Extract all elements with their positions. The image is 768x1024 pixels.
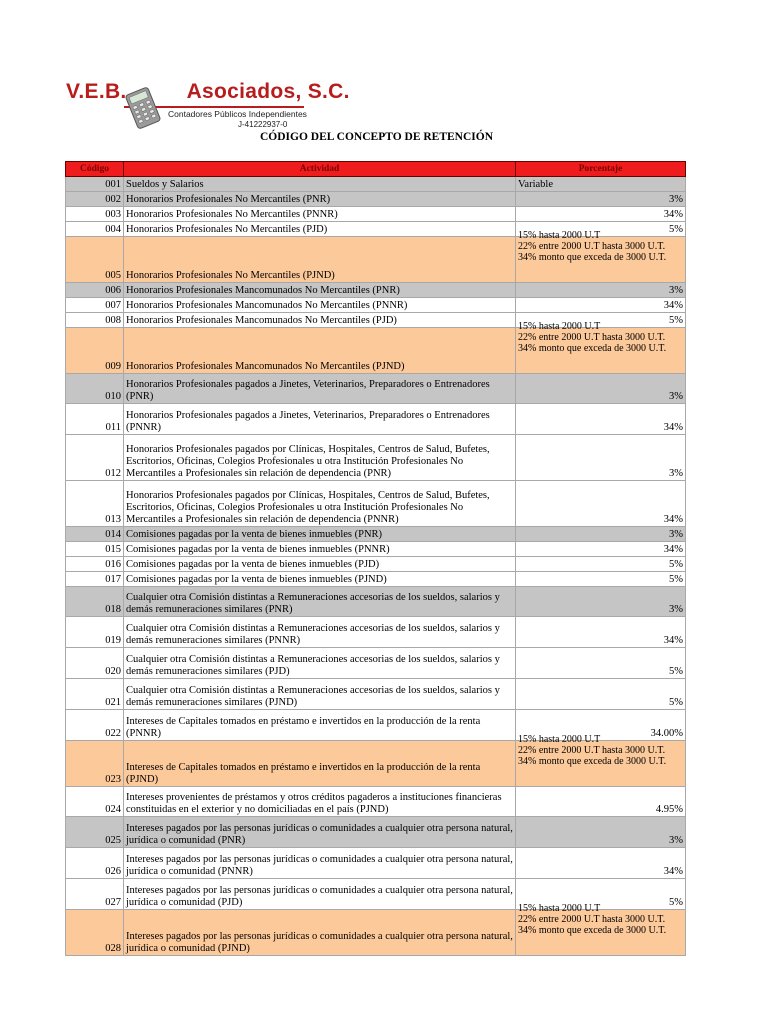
row-percent bbox=[516, 903, 686, 956]
row-activity: Honorarios Profesionales No Mercantiles (PNR) bbox=[124, 192, 516, 207]
row-percent: 3% bbox=[516, 435, 686, 481]
table-row bbox=[66, 283, 686, 298]
row-activity: Cualquier otra Comisión distintas a Remuneraciones accesorias de los sueldos, salarios y demás remuneraciones similares (PNR) bbox=[124, 587, 516, 617]
row-activity: Comisiones pagadas por la venta de bienes inmuebles (PJD) bbox=[124, 557, 516, 572]
row-code: 009 bbox=[66, 328, 124, 374]
row-code: 007 bbox=[66, 298, 124, 313]
table-row bbox=[66, 481, 686, 527]
row-activity: Intereses pagados por las personas jurídicas o comunidades a cualquier otra persona natural, jurídica o comunidad (PNNR) bbox=[124, 848, 516, 879]
row-code: 013 bbox=[66, 481, 124, 527]
table-row bbox=[66, 542, 686, 557]
row-percent: 34% bbox=[516, 207, 686, 222]
percent-note-clipped-text: 15% hasta 2000 U.T bbox=[518, 321, 601, 332]
table-row bbox=[66, 404, 686, 435]
row-activity: Honorarios Profesionales Mancomunados No Mercantiles (PJD) bbox=[124, 313, 516, 328]
row-percent bbox=[516, 734, 686, 787]
percent-note-text: 22% entre 2000 U.T hasta 3000 U.T. 34% monto que exceda de 3000 U.T. bbox=[518, 745, 667, 767]
document-title: CÓDIGO DEL CONCEPTO DE RETENCIÓN bbox=[260, 131, 494, 143]
table-row bbox=[66, 177, 686, 192]
retention-codes-table bbox=[65, 161, 686, 956]
row-activity: Honorarios Profesionales No Mercantiles (PJND) bbox=[124, 237, 516, 283]
company-name-part2: Asociados, S.C. bbox=[186, 80, 350, 103]
row-code: 008 bbox=[66, 313, 124, 328]
row-activity: Intereses pagados por las personas jurídicas o comunidades a cualquier otra persona natural, jurídica o comunidad (PJND) bbox=[124, 910, 516, 956]
percent-note-clipped-text: 15% hasta 2000 U.T bbox=[518, 734, 601, 745]
row-activity: Comisiones pagadas por la venta de bienes inmuebles (PJND) bbox=[124, 572, 516, 587]
company-header bbox=[66, 80, 350, 130]
percent-note-clipped-line bbox=[518, 321, 683, 332]
row-activity: Intereses de Capitales tomados en préstamo e invertidos en la producción de la renta (PJND) bbox=[124, 741, 516, 787]
row-code: 011 bbox=[66, 404, 124, 435]
row-percent: 34% bbox=[516, 617, 686, 648]
percent-note-clipped-text: 15% hasta 2000 U.T bbox=[518, 903, 601, 914]
row-code: 016 bbox=[66, 557, 124, 572]
row-code: 014 bbox=[66, 527, 124, 542]
row-percent: 3% bbox=[516, 817, 686, 848]
row-code: 024 bbox=[66, 787, 124, 817]
row-activity: Honorarios Profesionales pagados a Jinetes, Veterinarios, Preparadores o Entrenadores (PNNR) bbox=[124, 404, 516, 435]
percent-note-clipped-line bbox=[518, 734, 683, 745]
table-row bbox=[66, 557, 686, 572]
table-row bbox=[66, 910, 686, 956]
percent-note-clipped-line bbox=[518, 903, 683, 914]
row-percent: 34.00% bbox=[516, 710, 686, 741]
row-activity: Cualquier otra Comisión distintas a Remuneraciones accesorias de los sueldos, salarios y demás remuneraciones similares (PNNR) bbox=[124, 617, 516, 648]
row-activity: Honorarios Profesionales No Mercantiles (PNNR) bbox=[124, 207, 516, 222]
row-code: 017 bbox=[66, 572, 124, 587]
row-percent: 5% bbox=[516, 648, 686, 679]
row-code: 022 bbox=[66, 710, 124, 741]
row-code: 020 bbox=[66, 648, 124, 679]
row-percent: 5% bbox=[516, 679, 686, 710]
row-code: 027 bbox=[66, 879, 124, 910]
table-row bbox=[66, 237, 686, 283]
percent-note-clipped-text: 15% hasta 2000 U.T bbox=[518, 230, 601, 241]
row-activity: Intereses provenientes de préstamos y otros créditos pagaderos a instituciones financieras constituidas en el exterior y no domiciliadas en el país (PJND) bbox=[124, 787, 516, 817]
table-row bbox=[66, 817, 686, 848]
calculator-icon bbox=[122, 86, 164, 130]
row-code: 028 bbox=[66, 910, 124, 956]
table-row bbox=[66, 328, 686, 374]
row-code: 021 bbox=[66, 679, 124, 710]
table-row bbox=[66, 374, 686, 404]
row-percent: 5% bbox=[516, 222, 686, 237]
row-percent bbox=[516, 230, 686, 283]
row-percent: 34% bbox=[516, 404, 686, 435]
row-code: 019 bbox=[66, 617, 124, 648]
column-header-activity: Actividad bbox=[124, 162, 516, 177]
row-code: 012 bbox=[66, 435, 124, 481]
table-row bbox=[66, 192, 686, 207]
row-code: 006 bbox=[66, 283, 124, 298]
row-activity: Honorarios Profesionales Mancomunados No Mercantiles (PNR) bbox=[124, 283, 516, 298]
table-row bbox=[66, 787, 686, 817]
column-header-code: Código bbox=[66, 162, 124, 177]
row-percent: 3% bbox=[516, 587, 686, 617]
row-activity: Intereses pagados por las personas jurídicas o comunidades a cualquier otra persona natural, jurídica o comunidad (PNR) bbox=[124, 817, 516, 848]
table-header-row bbox=[66, 162, 686, 177]
row-code: 005 bbox=[66, 237, 124, 283]
row-code: 003 bbox=[66, 207, 124, 222]
table-row bbox=[66, 741, 686, 787]
company-name bbox=[66, 80, 350, 104]
company-name-part1: V.E.B. bbox=[66, 80, 127, 103]
row-code: 001 bbox=[66, 177, 124, 192]
table-row bbox=[66, 648, 686, 679]
row-activity: Cualquier otra Comisión distintas a Remuneraciones accesorias de los sueldos, salarios y demás remuneraciones similares (PJND) bbox=[124, 679, 516, 710]
row-code: 015 bbox=[66, 542, 124, 557]
row-activity: Intereses pagados por las personas jurídicas o comunidades a cualquier otra persona natural, jurídica o comunidad (PJD) bbox=[124, 879, 516, 910]
row-percent: 5% bbox=[516, 313, 686, 328]
row-activity: Honorarios Profesionales pagados por Clínicas, Hospitales, Centros de Salud, Bufetes, Escritorios, Oficinas, Colegios Profesionales u otra Institución Profesionales No Mercantiles a Profesionales sin relación de dependencia (PNNR) bbox=[124, 481, 516, 527]
row-percent bbox=[516, 321, 686, 374]
row-percent: 5% bbox=[516, 557, 686, 572]
row-code: 023 bbox=[66, 741, 124, 787]
row-activity: Comisiones pagadas por la venta de bienes inmuebles (PNR) bbox=[124, 527, 516, 542]
row-percent: 3% bbox=[516, 192, 686, 207]
table-row bbox=[66, 679, 686, 710]
row-code: 018 bbox=[66, 587, 124, 617]
row-percent: 34% bbox=[516, 542, 686, 557]
row-activity: Intereses de Capitales tomados en préstamo e invertidos en la producción de la renta (PNNR) bbox=[124, 710, 516, 741]
row-code: 010 bbox=[66, 374, 124, 404]
company-rif: J-41222937-0 bbox=[238, 120, 288, 129]
percent-note-text: 22% entre 2000 U.T hasta 3000 U.T. 34% monto que exceda de 3000 U.T. bbox=[518, 914, 667, 936]
table-row bbox=[66, 435, 686, 481]
row-percent: 4.95% bbox=[516, 787, 686, 817]
row-activity: Honorarios Profesionales Mancomunados No Mercantiles (PJND) bbox=[124, 328, 516, 374]
table-row bbox=[66, 527, 686, 542]
table-body bbox=[66, 177, 686, 956]
row-activity: Honorarios Profesionales No Mercantiles (PJD) bbox=[124, 222, 516, 237]
row-code: 002 bbox=[66, 192, 124, 207]
percent-note-text: 22% entre 2000 U.T hasta 3000 U.T. 34% monto que exceda de 3000 U.T. bbox=[518, 332, 667, 354]
table-row bbox=[66, 298, 686, 313]
row-activity: Honorarios Profesionales Mancomunados No Mercantiles (PNNR) bbox=[124, 298, 516, 313]
table-row bbox=[66, 587, 686, 617]
row-activity: Comisiones pagadas por la venta de bienes inmuebles (PNNR) bbox=[124, 542, 516, 557]
row-percent: 34% bbox=[516, 298, 686, 313]
row-activity: Honorarios Profesionales pagados por Clínicas, Hospitales, Centros de Salud, Bufetes, Escritorios, Oficinas, Colegios Profesionales u otra Institución Profesionales No Mercantiles a Profesionales sin relación de dependencia (PNR) bbox=[124, 435, 516, 481]
row-percent: 34% bbox=[516, 848, 686, 879]
table-row bbox=[66, 207, 686, 222]
table-row bbox=[66, 848, 686, 879]
row-code: 025 bbox=[66, 817, 124, 848]
company-tagline: Contadores Públicos Independientes bbox=[168, 109, 307, 119]
table-row bbox=[66, 617, 686, 648]
row-activity: Honorarios Profesionales pagados a Jinetes, Veterinarios, Preparadores o Entrenadores (PNR) bbox=[124, 374, 516, 404]
column-header-percent: Porcentaje bbox=[516, 162, 686, 177]
row-percent: 5% bbox=[516, 572, 686, 587]
percent-note-text: 22% entre 2000 U.T hasta 3000 U.T. 34% monto que exceda de 3000 U.T. bbox=[518, 241, 667, 263]
row-code: 026 bbox=[66, 848, 124, 879]
table-row bbox=[66, 572, 686, 587]
row-percent: Variable bbox=[516, 177, 686, 192]
row-activity: Sueldos y Salarios bbox=[124, 177, 516, 192]
row-code: 004 bbox=[66, 222, 124, 237]
row-percent: 3% bbox=[516, 527, 686, 542]
row-activity: Cualquier otra Comisión distintas a Remuneraciones accesorias de los sueldos, salarios y demás remuneraciones similares (PJD) bbox=[124, 648, 516, 679]
row-percent: 3% bbox=[516, 283, 686, 298]
percent-note-clipped-line bbox=[518, 230, 683, 241]
row-percent: 5% bbox=[516, 879, 686, 910]
row-percent: 3% bbox=[516, 374, 686, 404]
row-percent: 34% bbox=[516, 481, 686, 527]
